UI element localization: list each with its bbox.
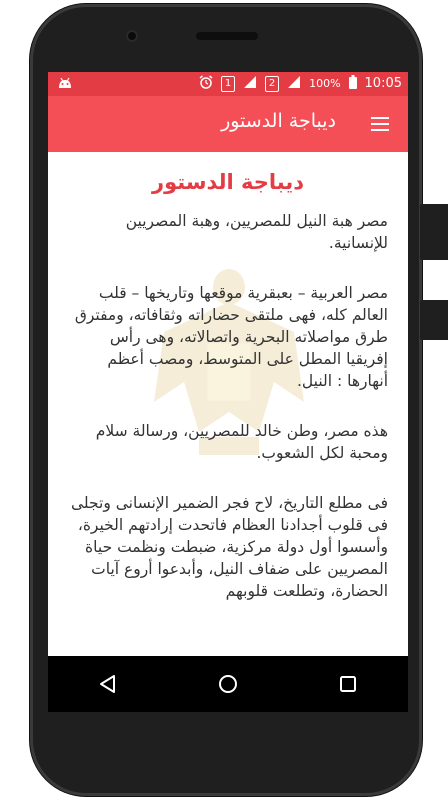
front-camera	[126, 30, 138, 42]
earpiece-speaker	[196, 32, 258, 40]
sim1-badge: 1	[221, 76, 235, 92]
paragraph: مصر هبة النيل للمصريين، وهبة المصريين للإنسانية.	[125, 212, 388, 252]
home-icon[interactable]	[217, 673, 239, 695]
page-title: ديباجة الدستور	[152, 170, 304, 194]
status-bar	[48, 72, 408, 96]
device-screen	[48, 72, 408, 712]
back-triangle-icon[interactable]	[97, 673, 119, 695]
signal-icon	[243, 75, 257, 92]
battery-icon	[349, 75, 357, 92]
alarm-icon	[199, 75, 213, 92]
content-scroll-area[interactable]	[48, 152, 408, 656]
recents-square-icon[interactable]	[337, 673, 359, 695]
sim2-badge: 2	[265, 76, 279, 92]
app-bar-title: ديباجة الدستور	[221, 110, 336, 132]
paragraph: هذه مصر، وطن خالد للمصريين، ورسالة سلام ومحبة لكل الشعوب.	[95, 422, 388, 462]
paragraph: مصر العربية – بعبقرية موقعها وتاريخها – قلب العالم كله، فهى ملتقى حضاراته وثقافاته، ومفترق طرق مواصلاته البحرية واتصالاته، وهى رأس إفريقيا المطل على المتوسط، ومصب أعظم أنهارها : النيل.	[74, 284, 388, 390]
app-bar	[48, 96, 408, 152]
navigation-bar	[48, 656, 408, 712]
volume-button	[420, 204, 448, 260]
battery-percent: 100%	[309, 77, 341, 90]
clock: 10:05	[364, 76, 402, 91]
signal-icon	[287, 75, 301, 92]
power-button	[420, 300, 448, 340]
paragraph: فى مطلع التاريخ، لاح فجر الضمير الإنسانى وتجلى فى قلوب أجدادنا العظام فاتحدت إرادتهم الخيرة، وأسسوا أول دولة مركزية، ضبطت ونظمت حياة المصريين على ضفاف النيل، وأبدعوا أروع آيات الحضارة، وتطلعت قلوبهم	[70, 494, 388, 600]
hamburger-menu-icon[interactable]	[368, 112, 392, 136]
android-icon	[58, 77, 72, 92]
